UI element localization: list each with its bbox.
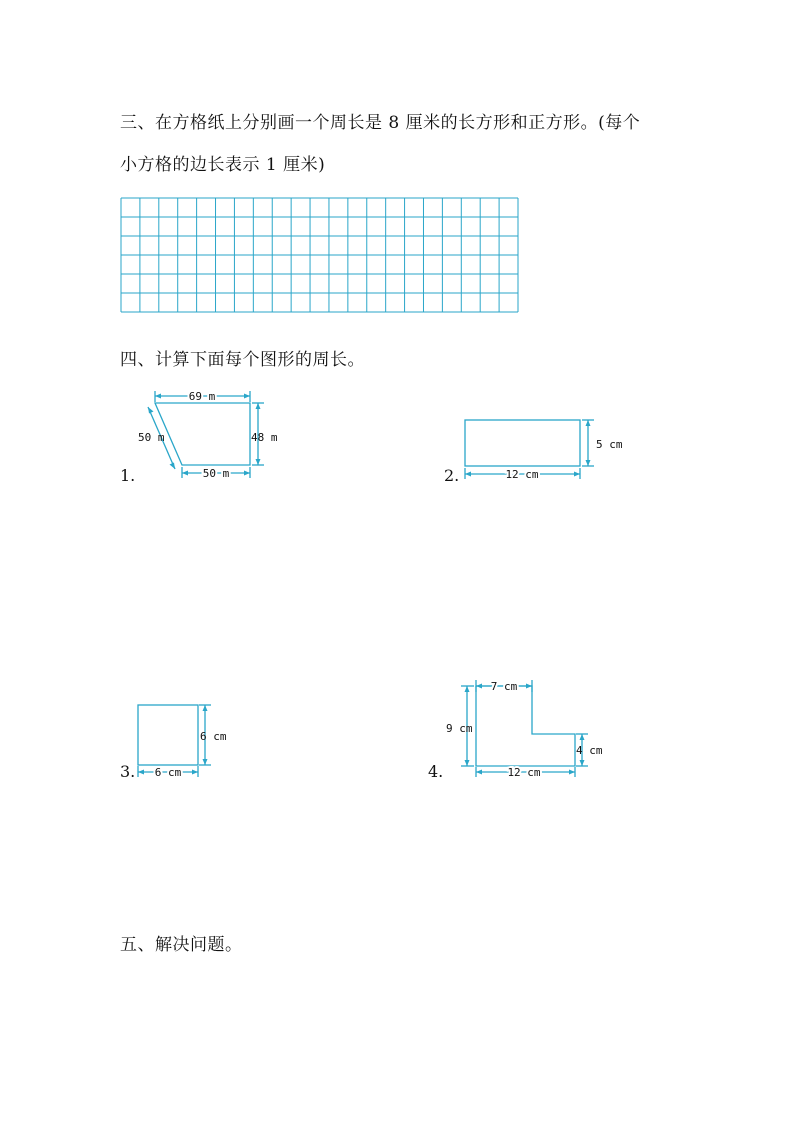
figure4-number: 4.: [428, 762, 444, 781]
figure2-height-label: 5 cm: [596, 438, 623, 451]
section3-line1: 三、在方格纸上分别画一个周长是 8 厘米的长方形和正方形。(每个: [120, 113, 641, 133]
figure4-left-label: 9 cm: [446, 722, 473, 735]
figure1-trapezoid: [130, 385, 290, 485]
figure3-square: [128, 695, 248, 785]
figure1-bottom-label: 50 m: [202, 467, 230, 480]
figure2-width-label: 12 cm: [505, 468, 539, 481]
figure4-l-shape: [440, 672, 620, 784]
section5-title: 五、解决问题。: [120, 935, 243, 955]
figure2-rectangle: [455, 410, 625, 485]
figure1-number: 1.: [120, 466, 136, 485]
figure2-number: 2.: [444, 466, 460, 485]
figure3-number: 3.: [120, 762, 136, 781]
figure4-right-label: 4 cm: [576, 744, 603, 757]
grid-paper: [120, 197, 520, 317]
figure1-right-label: 48 m: [251, 431, 278, 444]
section3-line2: 小方格的边长表示 1 厘米): [120, 155, 326, 175]
figure4-bottom-label: 12 cm: [507, 766, 541, 779]
figure3-height-label: 6 cm: [200, 730, 227, 743]
figure3-width-label: 6 cm: [154, 766, 182, 779]
figure1-top-label: 69 m: [188, 390, 216, 403]
section4-title: 四、计算下面每个图形的周长。: [120, 350, 365, 370]
figure4-top-label: 7 cm: [490, 680, 518, 693]
figure1-left-label: 50 m: [138, 431, 165, 444]
